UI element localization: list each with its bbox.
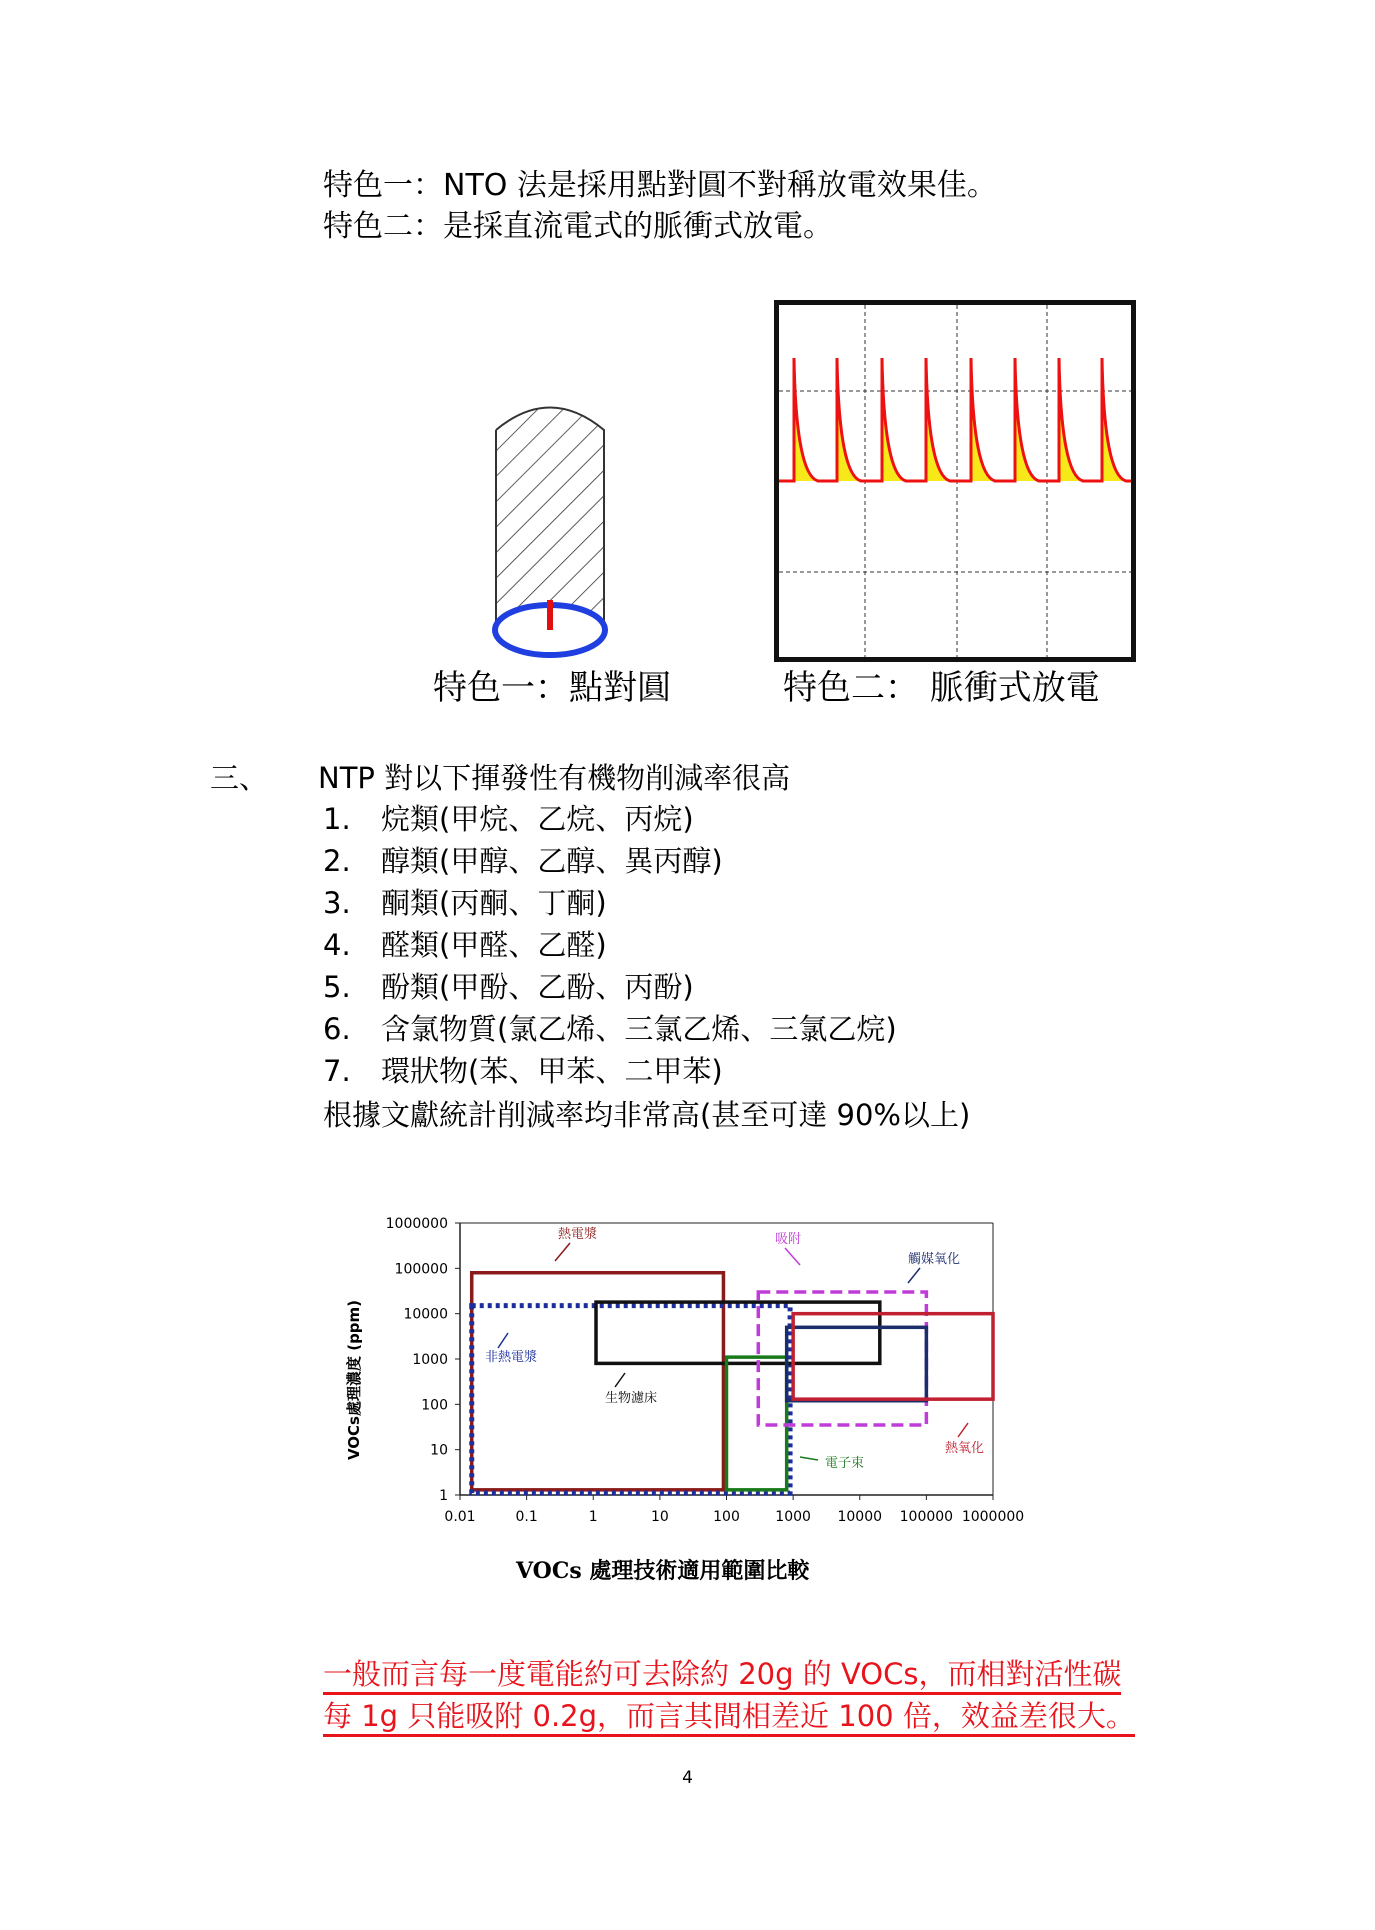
list-item-text: 環狀物(苯、甲苯、二甲苯): [381, 1054, 723, 1088]
series-label: 電子束: [825, 1456, 865, 1471]
list-item-number: 4.: [323, 928, 351, 962]
y-tick-label: 1000: [412, 1352, 448, 1368]
y-tick-label: 100000: [394, 1261, 448, 1278]
list-item-number: 7.: [323, 1054, 351, 1088]
conclusion-line-1: [323, 1653, 1121, 1695]
x-tick-label: 10: [650, 1509, 669, 1525]
section-marker: 三、: [210, 761, 269, 795]
list-item-text: 含氯物質(氯乙烯、三氯乙烯、三氯乙烷): [381, 1012, 897, 1046]
list-item: [323, 1051, 723, 1091]
range-box: [596, 1302, 880, 1363]
list-item-number: 3.: [323, 886, 351, 920]
series-label: 觸媒氧化: [908, 1252, 961, 1267]
chart-title: VOCs 處理技術適用範圍比較: [516, 1558, 810, 1584]
list-item: [323, 799, 694, 839]
series-label: 熱氧化: [945, 1441, 985, 1456]
pulse-line: [779, 358, 1131, 481]
chart-ylabel-wrap: [343, 1280, 369, 1480]
conclusion-line-2-text: 每 1g 只能吸附 0.2g，而言其間相差近 100 倍，效益差很大。: [323, 1699, 1135, 1737]
list-item: [323, 841, 723, 881]
list-item-number: 1.: [323, 802, 351, 836]
series-label: 吸附: [775, 1232, 802, 1247]
label-arrow: [498, 1333, 508, 1348]
label-arrow: [800, 1457, 818, 1460]
label-arrow: [958, 1423, 968, 1437]
list-item-text: 烷類(甲烷、乙烷、丙烷): [381, 802, 694, 836]
y-tick-label: 1: [439, 1488, 448, 1504]
y-tick-label: 10000: [403, 1306, 448, 1323]
feature-line-2: 特色二：是採直流電式的脈衝式放電。: [323, 209, 833, 244]
x-tick-label: 0.01: [444, 1509, 476, 1525]
list-item-text: 酚類(甲酚、乙酚、丙酚): [381, 970, 694, 1004]
caption-pulse-discharge: 特色二： 脈衝式放電: [783, 668, 1100, 708]
section-heading: NTP 對以下揮發性有機物削減率很高: [318, 761, 791, 795]
point-to-circle-diagram: [480, 390, 620, 670]
conclusion-line-1-text: 一般而言每一度電能約可去除約 20g 的 VOCs，而相對活性碳: [323, 1657, 1121, 1695]
list-item-text: 醛類(甲醛、乙醛): [381, 928, 607, 962]
section-summary: 根據文獻統計削減率均非常高(甚至可達 90%以上): [323, 1098, 971, 1132]
x-tick-label: 100000: [899, 1509, 954, 1525]
caption-point-to-circle: 特色一：點對圓: [433, 668, 671, 708]
voc-technology-chart: [330, 1205, 1050, 1545]
chart-ylabel: VOCs處理濃度 (ppm): [345, 1299, 363, 1461]
conclusion-line-2: [323, 1695, 1135, 1737]
y-tick-label: 10: [430, 1442, 448, 1459]
page-number: 4: [682, 1768, 693, 1788]
label-arrow: [615, 1373, 625, 1387]
x-tick-label: 1000000: [961, 1509, 1025, 1525]
y-tick-label: 1000000: [385, 1216, 448, 1232]
list-item-number: 5.: [323, 970, 351, 1004]
list-item-text: 酮類(丙酮、丁酮): [381, 886, 607, 920]
feature-line-1: 特色一：NTO 法是採用點對圓不對稱放電效果佳。: [323, 168, 997, 203]
series-label: 生物濾床: [605, 1391, 658, 1406]
list-item-text: 醇類(甲醇、乙醇、異丙醇): [381, 844, 723, 878]
label-arrow: [908, 1268, 920, 1283]
x-tick-label: 100: [713, 1509, 740, 1525]
series-label: 非熱電漿: [485, 1350, 538, 1365]
x-tick-label: 1: [588, 1509, 598, 1525]
list-item-number: 2.: [323, 844, 351, 878]
x-tick-label: 0.1: [515, 1509, 538, 1525]
list-item: [323, 1009, 897, 1049]
list-item: [323, 883, 607, 923]
y-tick-label: 100: [421, 1397, 448, 1414]
series-label: 熱電漿: [558, 1227, 598, 1242]
x-tick-label: 1000: [775, 1509, 811, 1525]
label-arrow: [555, 1243, 570, 1261]
label-arrow: [785, 1248, 800, 1265]
pulse-discharge-diagram: [774, 300, 1140, 662]
x-tick-label: 10000: [837, 1509, 883, 1525]
list-item: [323, 925, 607, 965]
list-item: [323, 967, 694, 1007]
list-item-number: 6.: [323, 1012, 351, 1046]
